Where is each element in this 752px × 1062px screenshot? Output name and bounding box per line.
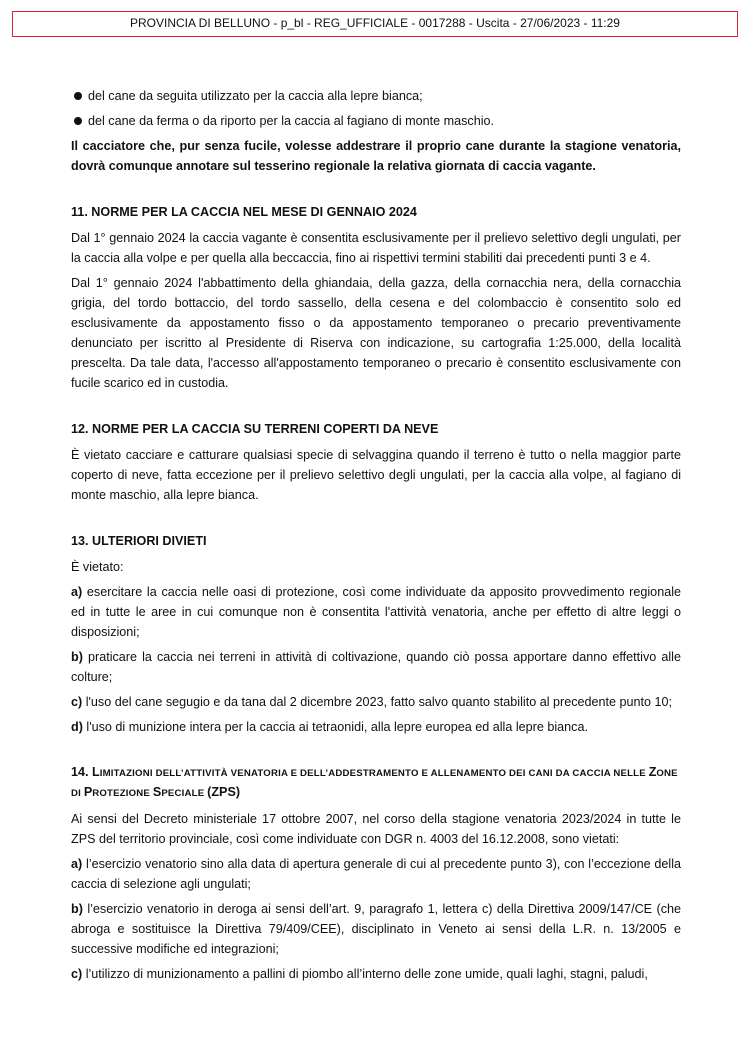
list-item: a) esercitare la caccia nelle oasi di protezione, così come individuate da apposito provvedimento regionale ed in tutte le aree in cui comunque non è consentita l'attività venatoria, anche per effetto di altre leggi o disposizioni; <box>71 585 681 639</box>
protocol-stamp: PROVINCIA DI BELLUNO - p_bl - REG_UFFICIALE - 0017288 - Uscita - 27/06/2023 - 11:29 <box>12 11 738 37</box>
list-item: b) l’esercizio venatorio in deroga ai sensi dell’art. 9, paragrafo 1, lettera c) della Direttiva 2009/147/CE (che abroga e sostituisce la Direttiva 79/409/CEE), disciplinato in Veneto ai sensi della L.R. n. 13/2005 e successive modifiche ed integrazioni; <box>71 902 681 956</box>
document-body <box>71 86 681 989</box>
list-item: c) l’utilizzo di munizionamento a pallini di piombo all’interno delle zone umide, quali laghi, stagni, paludi, <box>71 967 648 981</box>
section-11 <box>71 202 681 393</box>
section-14 <box>71 763 681 984</box>
list-item: del cane da seguita utilizzato per la caccia alla lepre bianca; <box>71 86 681 106</box>
section-12 <box>71 419 681 505</box>
paragraph: Dal 1° gennaio 2024 l'abbattimento della ghiandaia, della gazza, della cornacchia nera, della cornacchia grigia, del tordo bottaccio, del tordo sassello, della cesena e del colombaccio è consentito solo ed esclusivamente da appostamento fisso o da appostamento temporaneo o precario preventivamente denunciato per iscritto al Presidente di Riserva con indicazione, su cartografia 1:25.000, della località prescelta. Da tale data, l'accesso all'appostamento temporaneo o precario è consentito esclusivamente con fucile scarico ed in custodia. <box>71 276 681 390</box>
bullet-list <box>71 86 681 131</box>
section-title: 12. NORME PER LA CACCIA SU TERRENI COPERTI DA NEVE <box>71 422 439 436</box>
list-item: del cane da ferma o da riporto per la caccia al fagiano di monte maschio. <box>71 111 681 131</box>
paragraph: È vietato cacciare e catturare qualsiasi specie di selvaggina quando il terreno è tutto o nella maggior parte coperto di neve, fatta eccezione per il prelievo selettivo degli ungulati, per la caccia alla volpe, al fagiano di monte maschio, alla lepre bianca. <box>71 448 681 502</box>
list-item: d) l'uso di munizione intera per la caccia ai tetraonidi, alla lepre europea ed alla lepre bianca. <box>71 720 588 734</box>
list-item: a) l’esercizio venatorio sino alla data di apertura generale di cui al precedente punto 3), con l’eccezione della caccia di selezione agli ungulati; <box>71 857 681 891</box>
paragraph: È vietato: <box>71 560 124 574</box>
list-item: c) l'uso del cane segugio e da tana dal 2 dicembre 2023, fatto salvo quanto stabilito al precedente punto 10; <box>71 695 673 709</box>
section-title: 11. NORME PER LA CACCIA NEL MESE DI GENNAIO 2024 <box>71 205 417 219</box>
section-13 <box>71 531 681 737</box>
paragraph: Ai sensi del Decreto ministeriale 17 ottobre 2007, nel corso della stagione venatoria 2023/2024 in tutte le ZPS del territorio provinciale, così come individuate con DGR n. 4003 del 16.12.2008, sono vietati: <box>71 812 681 846</box>
bold-note: Il cacciatore che, pur senza fucile, volesse addestrare il proprio cane durante la stagione venatoria, dovrà comunque annotare sul tesserino regionale la relativa giornata di caccia vagante. <box>71 139 681 173</box>
paragraph: Dal 1° gennaio 2024 la caccia vagante è consentita esclusivamente per il prelievo selettivo degli ungulati, per la caccia alla volpe e per quella alla beccaccia, fino ai rispettivi termini stabiliti dai precedenti punti 3 e 4. <box>71 231 681 265</box>
list-item: b) praticare la caccia nei terreni in attività di coltivazione, quando ciò possa apportare danno effettivo alle colture; <box>71 650 681 684</box>
section-title: 13. ULTERIORI DIVIETI <box>71 534 207 548</box>
section-title: 14. LIMITAZIONI DELL’ATTIVITÀ VENATORIA E DELL’ADDESTRAMENTO E ALLENAMENTO DEI CANI DA CACCIA NELLE ZONE DI PROTEZIONE SPECIALE (ZPS) <box>71 765 678 799</box>
